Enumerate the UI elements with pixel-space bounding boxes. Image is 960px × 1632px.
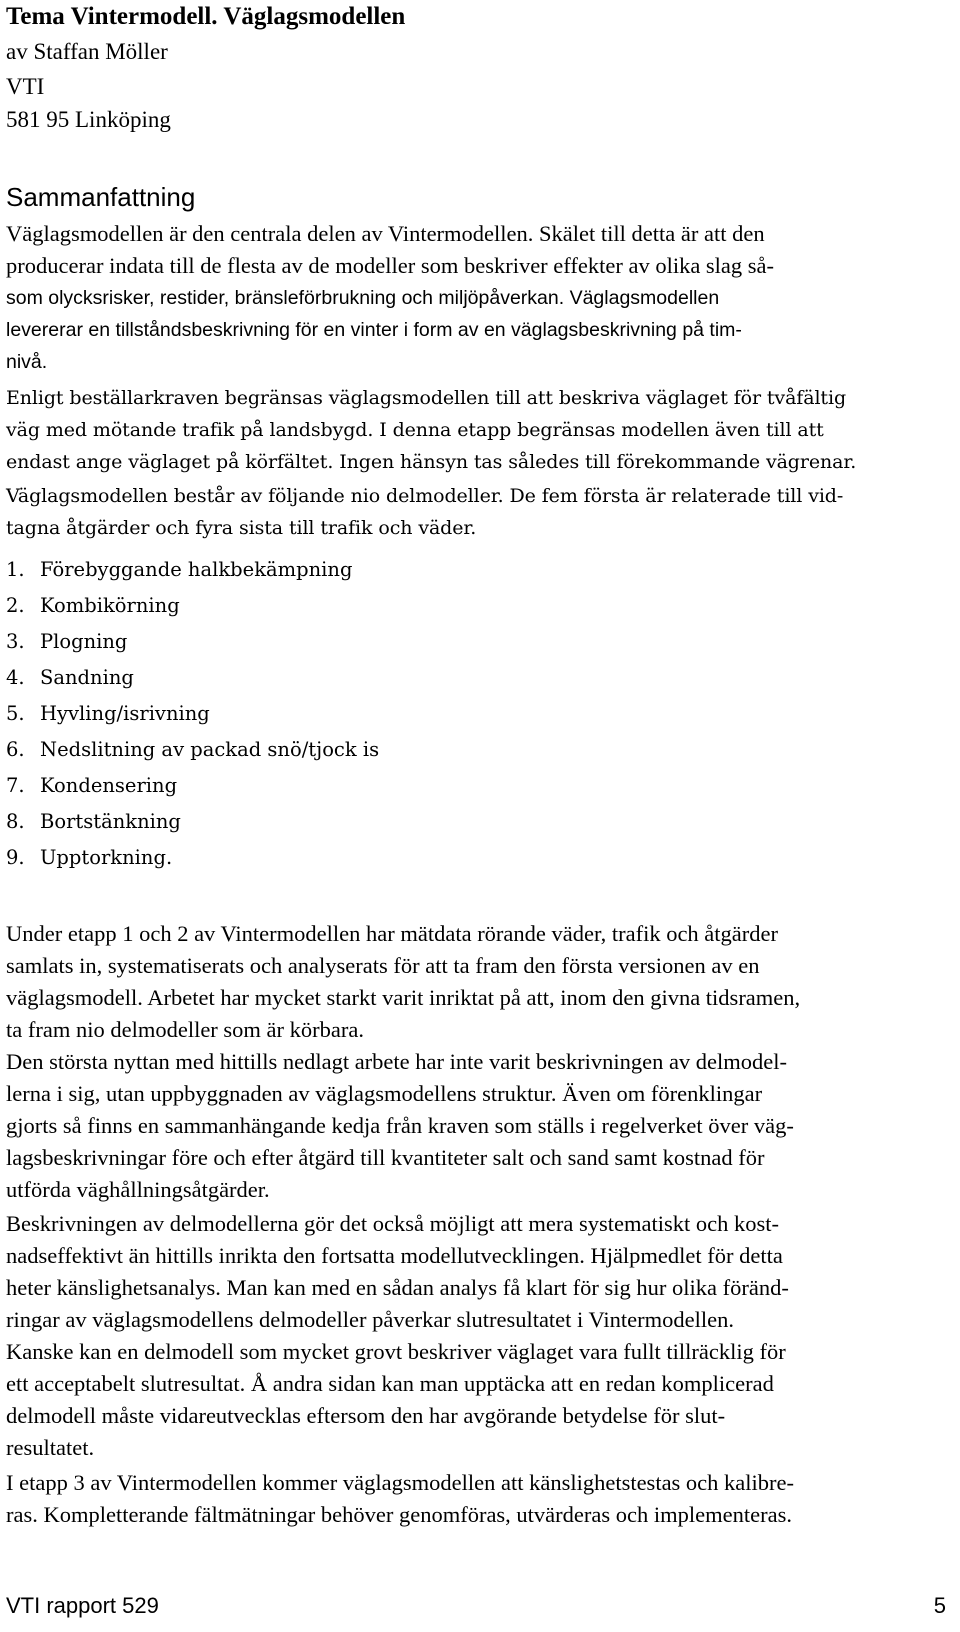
paragraph-line: ras. Kompletterande fältmätningar behöver genomföras, utvärderas och implementeras. — [6, 1502, 792, 1527]
section-heading: Sammanfattning — [6, 182, 196, 212]
paragraph-1 — [6, 218, 944, 378]
document-title: Tema Vintermodell. Väglagsmodellen — [6, 3, 406, 30]
list-item-text: Sandning — [40, 666, 134, 689]
list-item — [6, 552, 379, 588]
paragraph-line: Beskrivningen av delmodellerna gör det också möjligt att mera systematiskt och kost- — [6, 1211, 779, 1236]
paragraph-4 — [6, 918, 944, 1046]
list-item-text: Hyvling/isrivning — [40, 702, 210, 725]
paragraph-line: nadseffektivt än hittills inrikta den fortsatta modellutvecklingen. Hjälpmedlet för detta — [6, 1243, 783, 1268]
list-item-text: Kondensering — [40, 774, 178, 797]
page-number: 5 — [933, 1593, 946, 1618]
list-item — [6, 804, 379, 840]
list-item-number: 9. — [6, 846, 25, 869]
paragraph-line: ett acceptabelt slutresultat. Å andra sidan kan man upptäcka att en redan komplicerad — [6, 1371, 774, 1396]
list-item — [6, 660, 379, 696]
paragraph-2 — [6, 382, 944, 478]
paragraph-line: nivå. — [6, 351, 48, 373]
paragraph-line: delmodell måste vidareutvecklas eftersom den har avgörande betydelse för slut- — [6, 1403, 726, 1428]
list-item — [6, 624, 379, 660]
list-item-number: 4. — [6, 666, 25, 689]
document-page — [6, 0, 946, 1632]
author-name: av Staffan Möller — [6, 39, 168, 64]
list-item-text: Plogning — [40, 630, 128, 653]
paragraph-line: Väglagsmodellen består av följande nio delmodeller. De fem första är relaterade till vid- — [6, 485, 844, 507]
paragraph-line: I etapp 3 av Vintermodellen kommer väglagsmodellen att känslighetstestas och kalibre- — [6, 1470, 795, 1495]
paragraph-line: heter känslighetsanalys. Man kan med en sådan analys få klart för sig hur olika föränd- — [6, 1275, 789, 1300]
list-item-number: 3. — [6, 630, 25, 653]
submodel-list — [6, 552, 379, 876]
paragraph-line: Under etapp 1 och 2 av Vintermodellen har mätdata rörande väder, trafik och åtgärder — [6, 921, 778, 946]
author-organization: VTI — [6, 74, 45, 99]
list-item-number: 7. — [6, 774, 25, 797]
paragraph-line: utförda väghållningsåtgärder. — [6, 1177, 270, 1202]
paragraph-line: väglagsmodell. Arbetet har mycket starkt varit inriktat på att, inom den givna tidsramen, — [6, 985, 801, 1010]
paragraph-line: Den största nyttan med hittills nedlagt arbete har inte varit beskrivningen av delmodel- — [6, 1049, 788, 1074]
list-item — [6, 696, 379, 732]
paragraph-line: levererar en tillståndsbeskrivning för en vinter i form av en väglagsbeskrivning på tim- — [6, 319, 742, 341]
list-item — [6, 732, 379, 768]
paragraph-3 — [6, 480, 944, 544]
paragraph-line: lerna i sig, utan uppbyggnaden av väglagsmodellens struktur. Även om förenklingar — [6, 1081, 763, 1106]
paragraph-line: resultatet. — [6, 1435, 95, 1460]
paragraph-line: Väglagsmodellen är den centrala delen av Vintermodellen. Skälet till detta är att den — [6, 221, 765, 246]
report-label: VTI rapport 529 — [6, 1593, 159, 1618]
paragraph-5 — [6, 1046, 944, 1206]
paragraph-line: Enligt beställarkraven begränsas väglagsmodellen till att beskriva väglaget för tvåfältig — [6, 387, 847, 409]
paragraph-line: gjorts så finns en sammanhängande kedja från kraven som ställs i regelverket över väg- — [6, 1113, 794, 1138]
paragraph-line: ta fram nio delmodeller som är körbara. — [6, 1017, 364, 1042]
paragraph-line: producerar indata till de flesta av de modeller som beskriver effekter av olika slag så- — [6, 253, 775, 278]
paragraph-line: tagna åtgärder och fyra sista till trafik och väder. — [6, 517, 477, 539]
paragraph-6 — [6, 1208, 944, 1464]
list-item-number: 6. — [6, 738, 25, 761]
paragraph-line: som olycksrisker, restider, bränsleförbrukning och miljöpåverkan. Väglagsmodellen — [6, 287, 720, 309]
paragraph-line: lagsbeskrivningar före och efter åtgärd till kvantiteter salt och sand samt kostnad för — [6, 1145, 765, 1170]
paragraph-line: Kanske kan en delmodell som mycket grovt beskriver väglaget vara fullt tillräcklig för — [6, 1339, 786, 1364]
list-item-text: Upptorkning. — [40, 846, 173, 869]
list-item-text: Nedslitning av packad snö/tjock is — [40, 738, 380, 761]
page-footer — [6, 1588, 946, 1624]
list-item — [6, 840, 379, 876]
list-item-text: Bortstänkning — [40, 810, 181, 833]
paragraph-line: endast ange väglaget på körfältet. Ingen hänsyn tas således till förekommande vägrenar. — [6, 451, 857, 473]
author-address: 581 95 Linköping — [6, 107, 171, 132]
paragraph-line: ringar av väglagsmodellens delmodeller påverkar slutresultatet i Vintermodellen. — [6, 1307, 734, 1332]
list-item-text: Kombikörning — [40, 594, 180, 617]
paragraph-7 — [6, 1467, 944, 1531]
list-item-number: 1. — [6, 558, 25, 581]
paragraph-line: samlats in, systematiserats och analyserats för att ta fram den första versionen av en — [6, 953, 760, 978]
list-item-number: 2. — [6, 594, 25, 617]
list-item-text: Förebyggande halkbekämpning — [40, 558, 353, 581]
list-item — [6, 588, 379, 624]
list-item-number: 8. — [6, 810, 25, 833]
list-item-number: 5. — [6, 702, 25, 725]
paragraph-line: väg med mötande trafik på landsbygd. I denna etapp begränsas modellen även till att — [6, 419, 824, 441]
list-item — [6, 768, 379, 804]
